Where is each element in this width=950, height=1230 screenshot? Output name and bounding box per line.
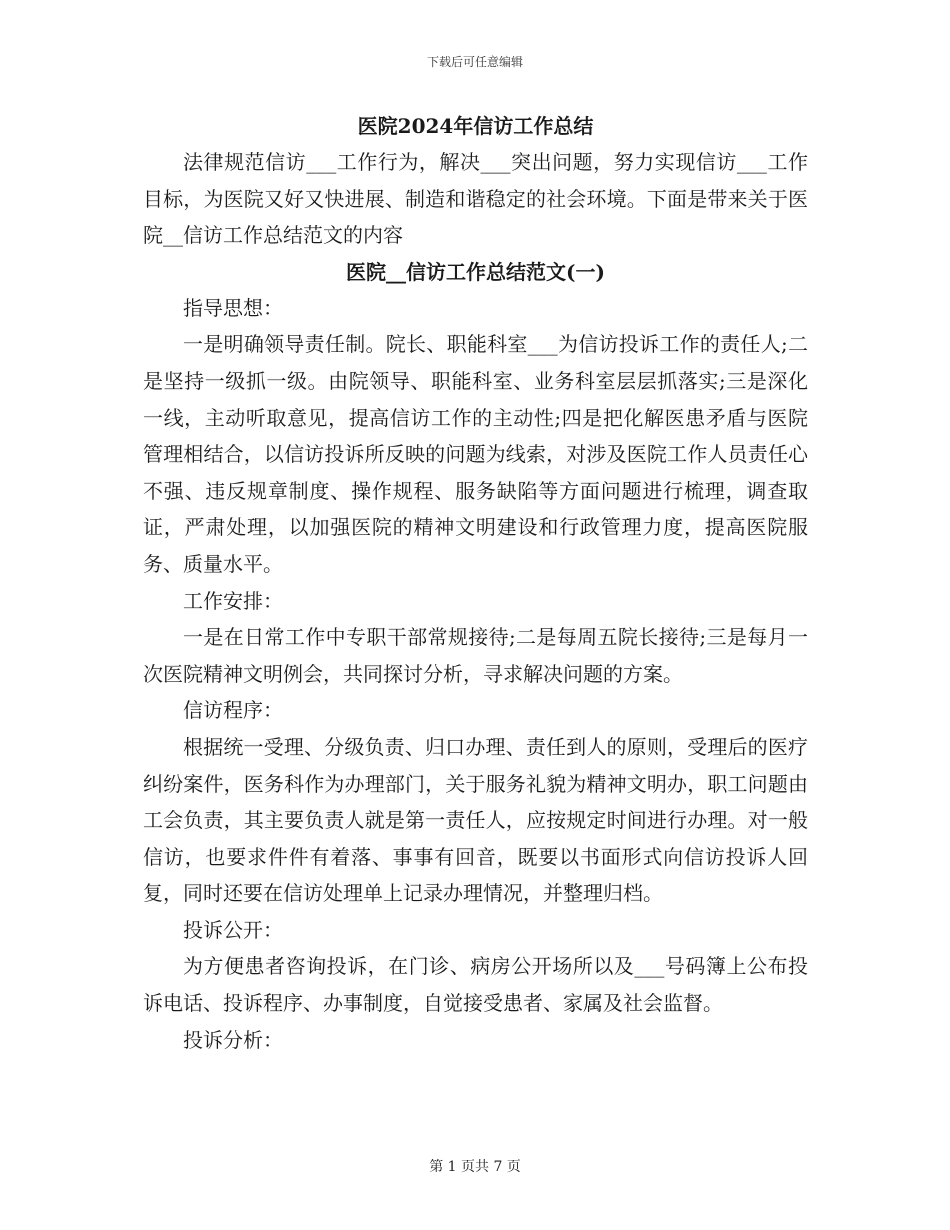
paragraph-petition-procedure: 根据统一受理、分级负责、归口办理、责任到人的原则，受理后的医疗纠纷案件，医务科作为办理部门，关于服务礼貌为精神文明办，职工问题由工会负责，其主要负责人就是第一责任人，应按规定时间进行办理。对一般信访，也要求件件有着落、事事有回音，既要以书面形式向信访投诉人回复，同时还要在信访处理单上记录办理情况，并整理归档。 — [143, 734, 808, 906]
document-title: 医院2024年信访工作总结 — [357, 114, 594, 138]
paragraph-work-arrangement: 一是在日常工作中专职干部常规接待;二是每周五院长接待;三是每月一次医院精神文明例会，共同探讨分析，寻求解决问题的方案。 — [143, 625, 808, 686]
paragraph-guiding-thought: 一是明确领导责任制。院长、职能科室___为信访投诉工作的责任人;二是坚持一级抓一级。由院领导、职能科室、业务科室层层抓落实;三是深化一线，主动听取意见，提高信访工作的主动性;四是把化解医患矛盾与医院管理相结合，以信访投诉所反映的问题为线索，对涉及医院工作人员责任心不强、违反规章制度、操作规程、服务缺陷等方面问题进行梳理，调查取证，严肃处理，以加强医院的精神文明建设和行政管理力度，提高医院服务、质量水平。 — [143, 332, 808, 576]
heading-work-arrangement: 工作安排： — [183, 588, 283, 613]
heading-guiding-thought: 指导思想： — [183, 295, 283, 320]
paragraph-complaint-disclosure: 为方便患者咨询投诉，在门诊、病房公开场所以及___号码簿上公布投诉电话、投诉程序、办事制度，自觉接受患者、家属及社会监督。 — [143, 954, 808, 1016]
heading-complaint-disclosure: 投诉公开： — [183, 917, 283, 942]
intro-paragraph: 法律规范信访___工作行为，解决___突出问题，努力实现信访___工作目标，为医院又好又快进展、制造和谐稳定的社会环境。下面是带来关于医院__信访工作总结范文的内容 — [143, 150, 808, 248]
heading-petition-procedure: 信访程序： — [183, 698, 283, 723]
page-number-footer: 第 1 页共 7 页 — [429, 1159, 521, 1175]
page-header-note: 下载后可任意编辑 — [426, 55, 523, 69]
heading-complaint-analysis: 投诉分析： — [183, 1027, 283, 1052]
section-title: 医院__信访工作总结范文(一) — [346, 259, 605, 284]
document-body — [143, 108, 808, 1058]
